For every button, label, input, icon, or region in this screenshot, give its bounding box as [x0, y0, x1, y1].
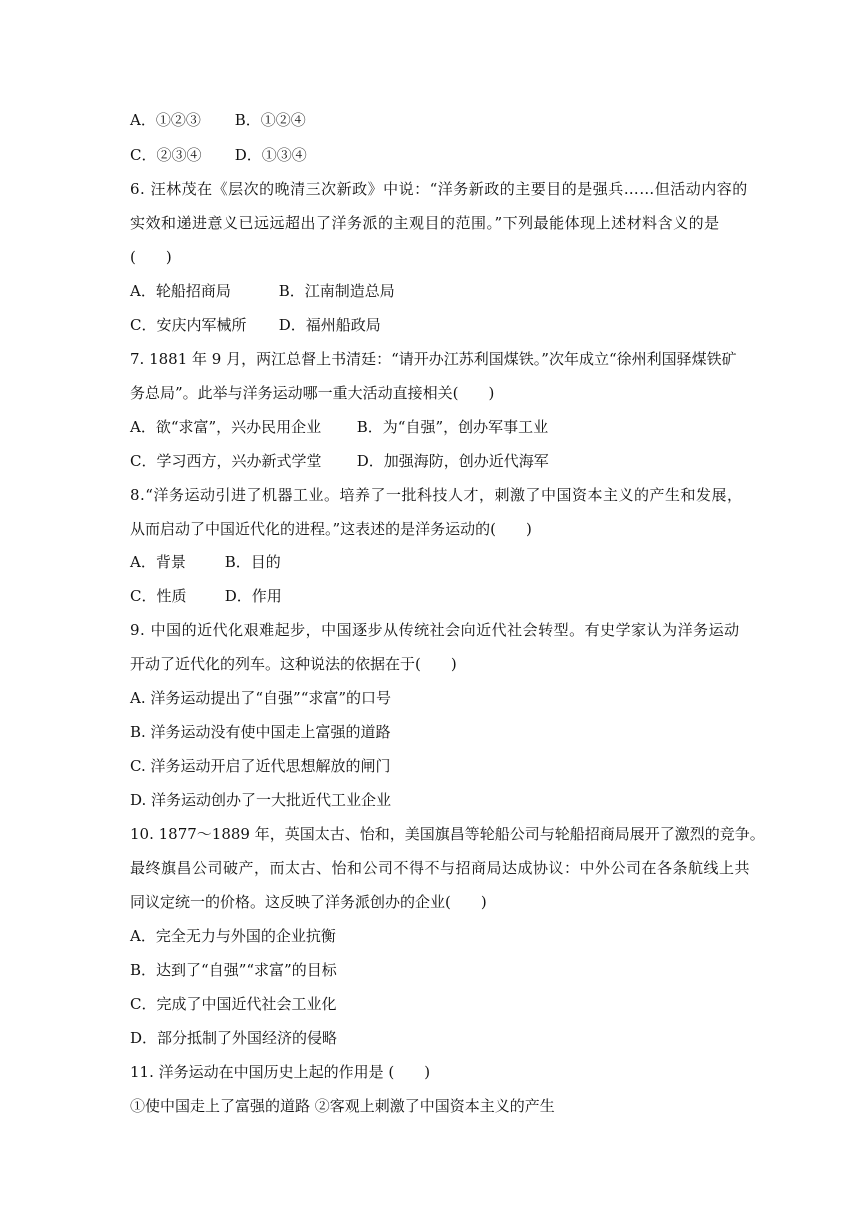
option-b: B．达到了“自强”“求富”的目标: [130, 961, 337, 979]
option-a: A. 洋务运动提出了“自强”“求富”的口号: [130, 689, 392, 707]
question-6-blank: ( ): [130, 248, 172, 266]
option-b: B．为“自强”，创办军事工业: [356, 418, 549, 436]
options-line: [130, 451, 730, 471]
option-a: A．背景: [130, 553, 186, 571]
question-11-statements: ①使中国走上了富强的道路 ②客观上刺激了中国资本主义的产生: [130, 1097, 555, 1115]
question-8-text: 8.“洋务运动引进了机器工业。培养了一批科技人才，刺激了中国资本主义的产生和发展，: [130, 486, 743, 504]
option-d: D．加强海防，创办近代海军: [356, 452, 549, 470]
option-b: B. 洋务运动没有使中国走上富强的道路: [130, 723, 391, 741]
option-d: D．作用: [224, 587, 282, 605]
option-a: A．轮船招商局: [130, 282, 231, 300]
option-a: A．欲“求富”，兴办民用企业: [130, 418, 322, 436]
question-6-text-cont: 实效和递进意义已远远超出了洋务派的主观目的范围。”下列最能体现上述材料含义的是: [130, 214, 720, 232]
options-line: [130, 552, 730, 572]
options-line: [130, 315, 730, 335]
options-line-2: [130, 145, 730, 165]
options-line-1: [130, 110, 730, 130]
option-d: D．部分抵制了外国经济的侵略: [130, 1029, 338, 1047]
question-7-text-cont: 务总局”。此举与洋务运动哪一重大活动直接相关( ): [130, 384, 495, 402]
option-d: D．福州船政局: [278, 316, 381, 334]
options-line: [130, 281, 730, 301]
option-d: D．①③④: [234, 146, 307, 164]
options-line: [130, 417, 730, 437]
options-line: [130, 586, 730, 606]
option-d: D. 洋务运动创办了一大批近代工业企业: [130, 791, 392, 809]
option-b: B．①②④: [234, 111, 306, 129]
question-7-text: 7. 1881 年 9 月，两江总督上书清廷：“请开办江苏利国煤铁。”次年成立“徐州利国驿煤铁矿: [130, 350, 737, 368]
option-c: C．完成了中国近代社会工业化: [130, 995, 337, 1013]
option-c: C．学习西方，兴办新式学堂: [130, 452, 322, 470]
question-9-text-cont: 开动了近代化的列车。这种说法的依据在于( ): [130, 655, 457, 673]
question-10-text-cont: 同议定统一的价格。这反映了洋务派创办的企业( ): [130, 893, 487, 911]
option-c: C．②③④: [130, 146, 202, 164]
option-a: A．完全无力与外国的企业抗衡: [130, 927, 336, 945]
option-c: C．性质: [130, 587, 187, 605]
question-8-text-cont: 从而启动了中国近代化的进程。”这表述的是洋务运动的( ): [130, 520, 532, 538]
question-6-text: 6. 汪林茂在《层次的晚清三次新政》中说：“洋务新政的主要目的是强兵……但活动内容的: [130, 180, 748, 198]
question-10-text: 10. 1877～1889 年，英国太古、怡和，美国旗昌等轮船公司与轮船招商局展开了激烈的竞争。: [130, 825, 765, 843]
option-b: B．江南制造总局: [278, 282, 395, 300]
option-b: B．目的: [224, 553, 281, 571]
question-11-text: 11. 洋务运动在中国历史上起的作用是 ( ): [130, 1063, 431, 1081]
question-9-text: 9. 中国的近代化艰难起步，中国逐步从传统社会向近代社会转型。有史学家认为洋务运动: [130, 621, 740, 639]
option-c: C．安庆内军械所: [130, 316, 247, 334]
option-c: C. 洋务运动开启了近代思想解放的闸门: [130, 757, 391, 775]
question-10-text-cont: 最终旗昌公司破产，而太古、怡和公司不得不与招商局达成协议：中外公司在各条航线上共: [130, 859, 751, 877]
option-a: A．①②③: [130, 111, 201, 129]
